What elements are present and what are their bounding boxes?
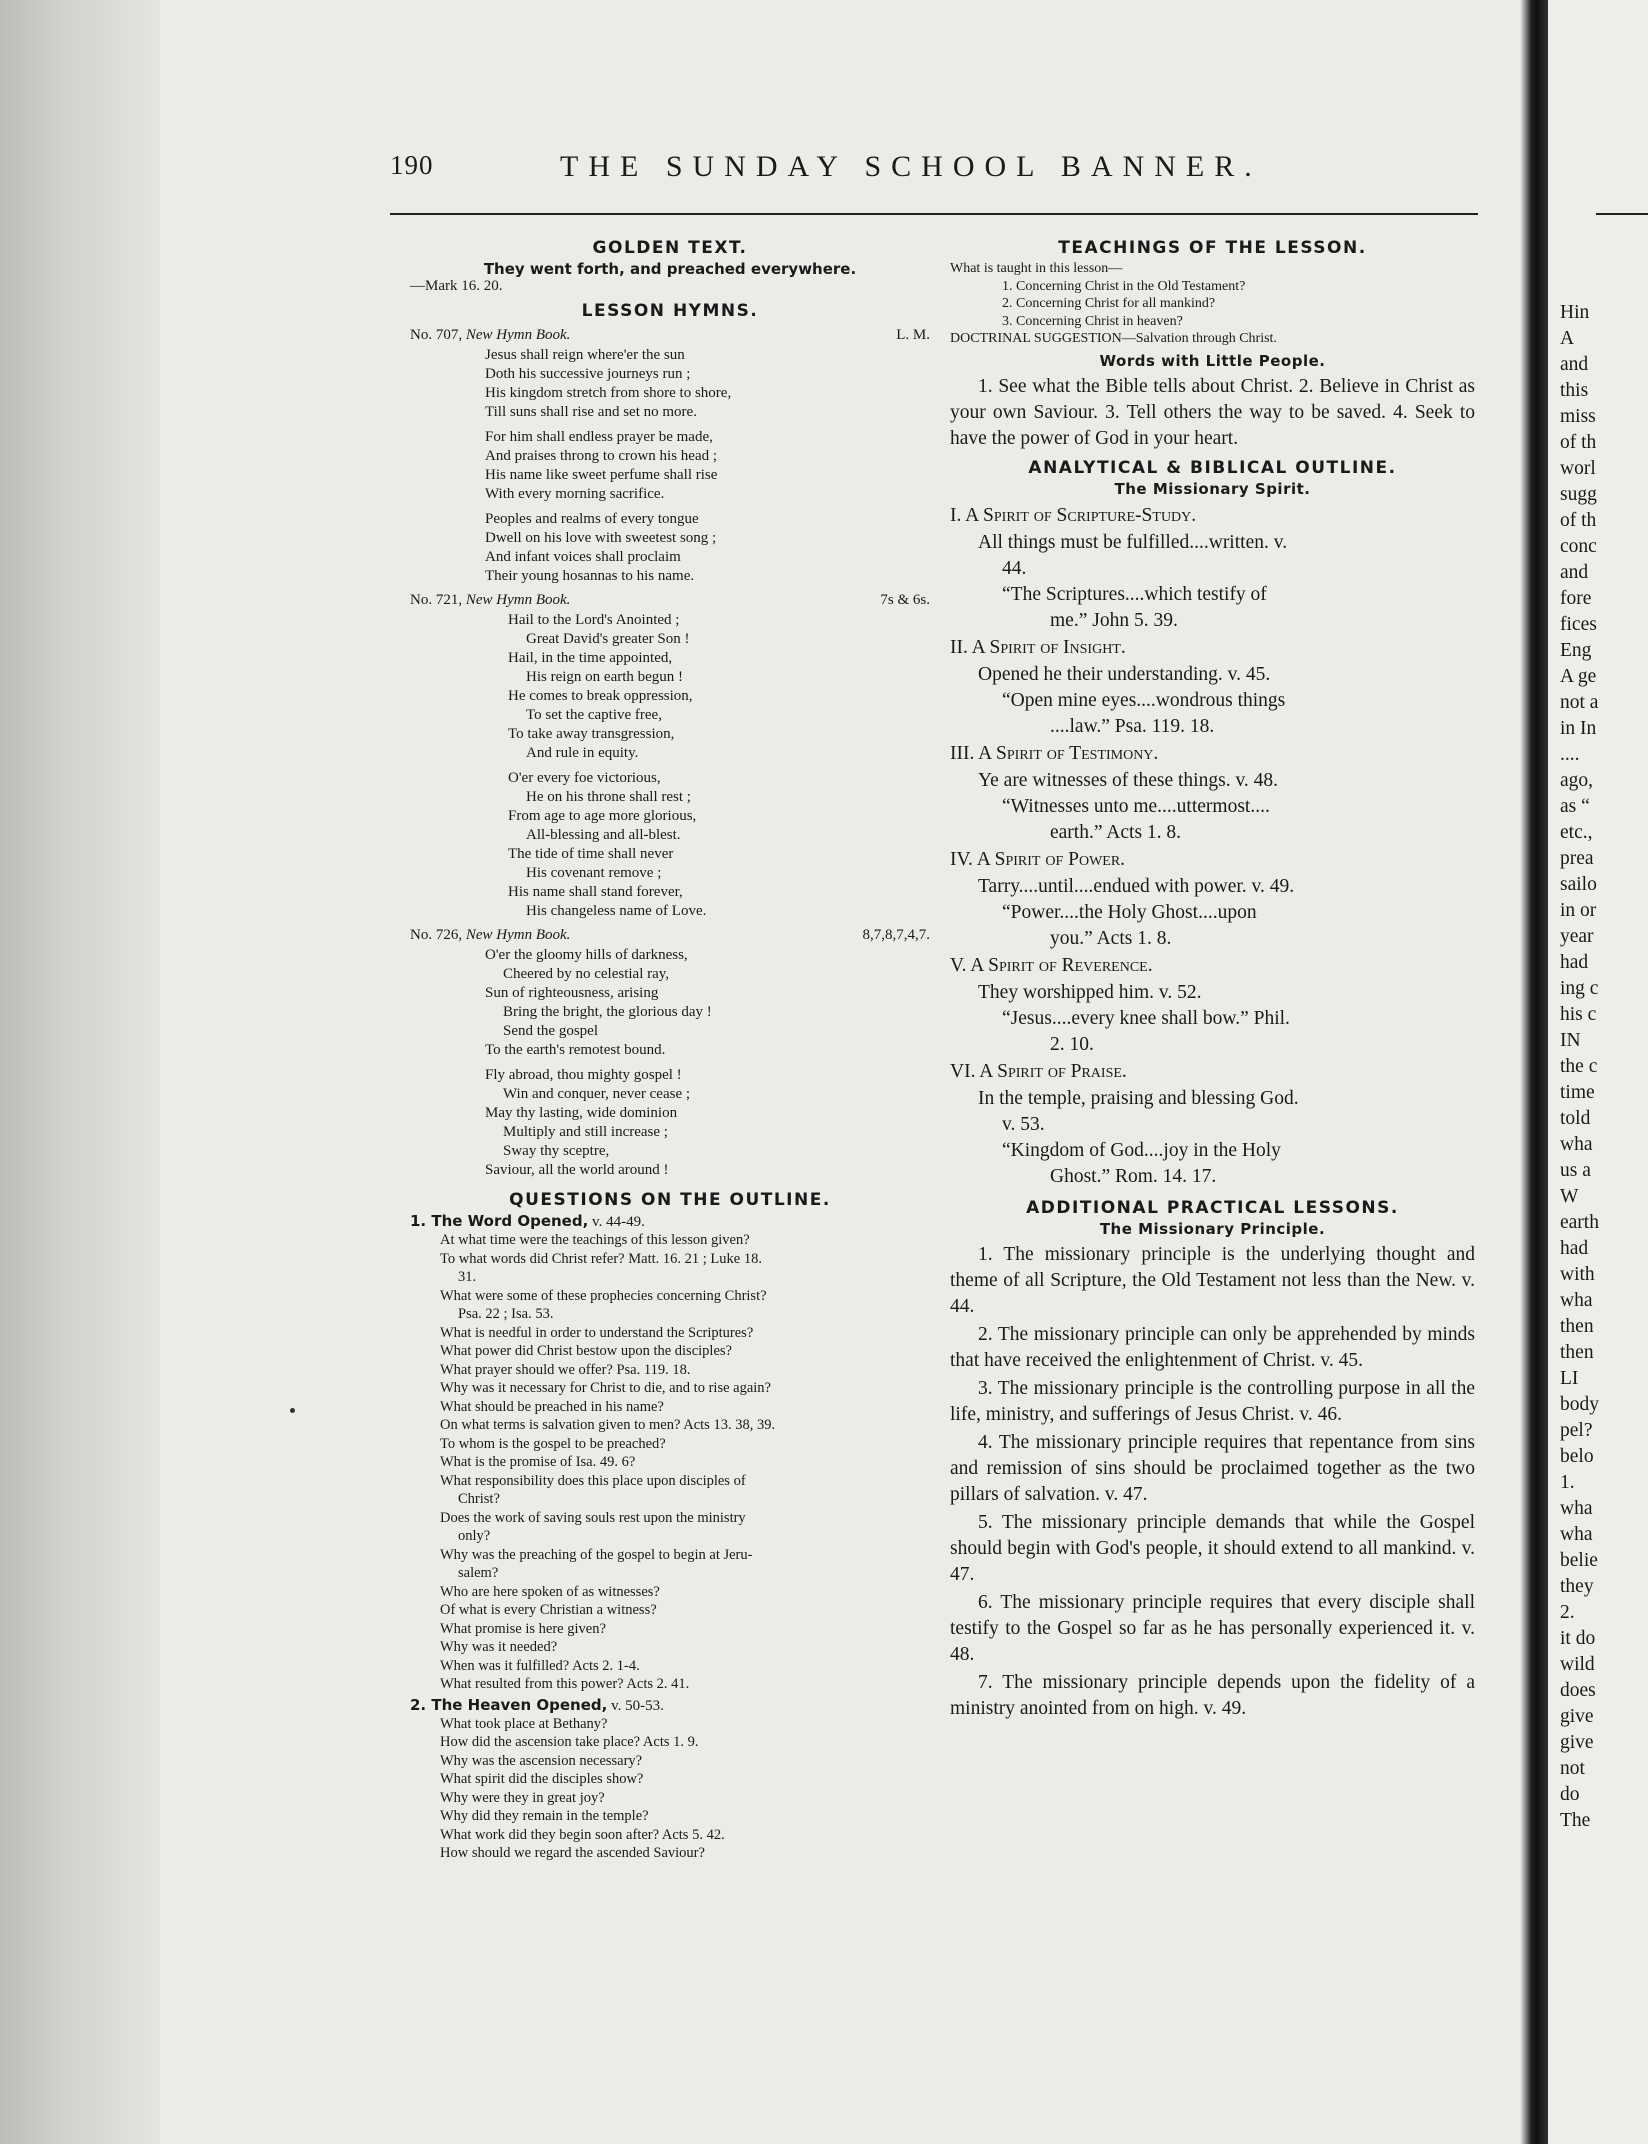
- header-rule: [390, 213, 1478, 215]
- running-head: THE SUNDAY SCHOOL BANNER.: [560, 150, 1262, 183]
- hymn-stanza: [485, 510, 930, 586]
- outline-list: [950, 502, 1475, 1190]
- question-item: What responsibility does this place upon disciples of: [440, 1472, 746, 1489]
- hymn-line: He comes to break oppression,: [508, 688, 693, 704]
- question-item: To what words did Christ refer? Matt. 16. 21 ; Luke 18.: [440, 1250, 762, 1267]
- hymn-line: To set the captive free,: [526, 707, 662, 723]
- teaching-item: 3. Concerning Christ in heaven?: [1002, 313, 1183, 329]
- hymn-number-book: [410, 327, 570, 344]
- teaching-item: 1. Concerning Christ in the Old Testament?: [1002, 278, 1246, 294]
- hymn-line: Bring the bright, the glorious day !: [503, 1004, 712, 1020]
- next-page-fragment: worl: [1560, 458, 1596, 479]
- next-page-fragment: as “: [1560, 796, 1590, 817]
- question-list-2: [410, 1715, 930, 1863]
- next-page-fragment: prea: [1560, 848, 1594, 869]
- section-2-title: 2. The Heaven Opened,: [410, 1695, 608, 1714]
- hymn-line: To take away transgression,: [508, 726, 675, 742]
- question-item: Why were they in great joy?: [440, 1789, 605, 1806]
- outline-point: IV. A Spirit of Power.: [950, 848, 1126, 870]
- next-page-fragment: us a: [1560, 1160, 1591, 1181]
- next-page-fragment: had: [1560, 952, 1589, 973]
- outline-text: All things must be fulfilled....written. v.: [978, 531, 1288, 553]
- next-page-fragment: year: [1560, 926, 1594, 947]
- outline-quote: “Kingdom of God....joy in the Holy: [1002, 1139, 1281, 1161]
- next-page-fragment: wha: [1560, 1524, 1593, 1545]
- next-page-fragment: miss: [1560, 406, 1596, 427]
- hymn-line: Sway thy sceptre,: [503, 1143, 610, 1159]
- question-item: How did the ascension take place? Acts 1. 9.: [440, 1734, 699, 1750]
- additional-subheading: The Missionary Principle.: [1099, 1219, 1326, 1238]
- outline-quote-cont: 2. 10.: [1050, 1033, 1094, 1055]
- little-people-text: 1. See what the Bible tells about Christ. 2. Believe in Christ as your own Saviour. 3. Tell others the way to be saved. 4. Seek to have the power of God in your heart.: [950, 375, 1475, 449]
- question-item: What work did they begin soon after? Acts 5. 42.: [440, 1826, 725, 1843]
- little-people-heading: Words with Little People.: [1099, 351, 1326, 370]
- question-item: What prayer should we offer? Psa. 119. 18.: [440, 1361, 691, 1378]
- hymn-line: O'er every foe victorious,: [508, 770, 661, 786]
- question-item: What took place at Bethany?: [440, 1715, 608, 1732]
- next-page-fragment: Eng: [1560, 640, 1592, 661]
- next-page-fragment: does: [1560, 1680, 1596, 1701]
- section-1-ref: v. 44-49.: [588, 1214, 645, 1230]
- question-item: Psa. 22 ; Isa. 53.: [458, 1306, 554, 1322]
- next-page-fragment: body: [1560, 1394, 1599, 1415]
- teaching-item: 2. Concerning Christ for all mankind?: [1002, 296, 1216, 311]
- question-item: When was it fulfilled? Acts 2. 1-4.: [440, 1657, 640, 1674]
- next-page-fragment: give: [1560, 1732, 1594, 1753]
- question-item: On what terms is salvation given to men? Acts 13. 38, 39.: [440, 1417, 776, 1433]
- practical-lesson: 2. The missionary principle can only be apprehended by minds that have received the enlightenment of Christ. v. 45.: [950, 1323, 1475, 1371]
- book-gutter: [1520, 0, 1548, 2144]
- hymn-line: Saviour, all the world around !: [485, 1162, 669, 1178]
- next-page-fragment: give: [1560, 1706, 1594, 1727]
- outline-text: Ye are witnesses of these things. v. 48.: [978, 769, 1279, 791]
- next-page-fragment: wha: [1560, 1134, 1593, 1155]
- hymn-line: With every morning sacrifice.: [485, 486, 665, 502]
- next-page-fragment: fore: [1560, 588, 1592, 609]
- question-item: salem?: [458, 1565, 499, 1581]
- next-page-fragment: in or: [1560, 900, 1597, 921]
- next-page-fragment: and: [1560, 354, 1589, 375]
- next-page-fragment: they: [1560, 1576, 1594, 1597]
- hymn-line: Their young hosannas to his name.: [485, 568, 695, 584]
- outline-heading: ANALYTICAL & BIBLICAL OUTLINE.: [1028, 457, 1397, 478]
- hymn-line: His reign on earth begun !: [526, 669, 684, 685]
- next-page-fragment: wild: [1560, 1654, 1595, 1675]
- hymn-stanza: [485, 428, 930, 504]
- outline-subheading: The Missionary Spirit.: [1114, 479, 1311, 498]
- next-page-fragment: ....: [1560, 744, 1580, 765]
- question-item: What is the promise of Isa. 49. 6?: [440, 1454, 636, 1470]
- hymn-line: All-blessing and all-blest.: [526, 827, 681, 843]
- question-item: Why was it necessary for Christ to die, and to rise again?: [440, 1380, 771, 1396]
- question-item: Why was the ascension necessary?: [440, 1752, 643, 1769]
- teachings-heading: TEACHINGS OF THE LESSON.: [1058, 238, 1367, 258]
- next-page-fragment: then: [1560, 1316, 1594, 1337]
- next-page-rule: [1596, 213, 1648, 215]
- outline-point: III. A Spirit of Testimony.: [950, 742, 1159, 764]
- outline-text-cont: v. 53.: [1002, 1113, 1045, 1135]
- question-item: Why did they remain in the temple?: [440, 1808, 649, 1824]
- next-page-fragment: it do: [1560, 1628, 1596, 1649]
- question-item: 31.: [458, 1269, 477, 1285]
- next-page-fragment: fices: [1560, 614, 1597, 635]
- question-item: Why was it needed?: [440, 1639, 558, 1655]
- next-page-fragment: wha: [1560, 1498, 1593, 1519]
- question-item: What were some of these prophecies concerning Christ?: [440, 1287, 767, 1304]
- outline-text: Tarry....until....endued with power. v. 49.: [978, 875, 1295, 897]
- next-page-fragment: belo: [1560, 1446, 1594, 1467]
- outline-quote-cont: earth.” Acts 1. 8.: [1050, 821, 1182, 843]
- next-page-fragment: A ge: [1560, 666, 1597, 687]
- next-page-fragment: sugg: [1560, 484, 1597, 505]
- hymn-line: The tide of time shall never: [508, 846, 674, 862]
- next-page-fragment: time: [1560, 1082, 1595, 1103]
- next-page-fragment: not a: [1560, 692, 1599, 713]
- right-column: [950, 234, 1475, 1724]
- next-page-fragment: ing c: [1560, 978, 1599, 999]
- next-page-fragment: ago,: [1560, 770, 1594, 791]
- golden-text: They went forth, and preached everywhere.: [483, 260, 857, 278]
- hymn-header: [410, 327, 930, 344]
- next-page-fragment: A: [1560, 328, 1575, 349]
- question-item: What resulted from this power? Acts 2. 41.: [440, 1676, 690, 1692]
- hymn-line: And rule in equity.: [526, 745, 639, 761]
- next-page-fragment: pel?: [1560, 1420, 1593, 1441]
- question-item: only?: [458, 1528, 491, 1544]
- left-column: [410, 234, 930, 1863]
- outline-text-cont: 44.: [1002, 557, 1027, 579]
- left-page-edge: [0, 0, 160, 2144]
- section-2-ref: v. 50-53.: [607, 1697, 664, 1714]
- next-page-fragment: 2.: [1560, 1602, 1575, 1623]
- outline-quote-cont: Ghost.” Rom. 14. 17.: [1050, 1165, 1217, 1187]
- outline-quote-cont: me.” John 5. 39.: [1050, 609, 1178, 631]
- question-item: Who are here spoken of as witnesses?: [440, 1583, 660, 1600]
- hymn-line: Doth his successive journeys run ;: [485, 366, 691, 382]
- next-page-fragment: then: [1560, 1342, 1594, 1363]
- next-page-fragment: the c: [1560, 1056, 1598, 1077]
- question-item: Christ?: [458, 1491, 500, 1507]
- hymn-line: His changeless name of Love.: [526, 903, 707, 919]
- hymn-book: New Hymn Book.: [465, 927, 571, 943]
- teachings-block: [950, 260, 1475, 348]
- question-list-1: [410, 1231, 930, 1694]
- next-page-fragment: earth: [1560, 1212, 1599, 1233]
- next-page-fragment: not: [1560, 1758, 1585, 1779]
- outline-point: II. A Spirit of Insight.: [950, 636, 1126, 658]
- next-page-text: [1560, 300, 1599, 1834]
- hymn-number-book: [410, 592, 570, 609]
- question-section-1: [410, 1212, 930, 1231]
- additional-list: [950, 1242, 1475, 1722]
- hymn-line: O'er the gloomy hills of darkness,: [485, 947, 688, 963]
- hymn-stanza: [485, 346, 930, 422]
- questions-heading: QUESTIONS ON THE OUTLINE.: [509, 1190, 831, 1210]
- hymn-meter: 7s & 6s.: [880, 592, 930, 608]
- hymn-book: New Hymn Book.: [465, 327, 571, 343]
- question-section-2: [410, 1696, 930, 1715]
- hymn-line: May thy lasting, wide dominion: [485, 1105, 678, 1121]
- hymn-header: [410, 927, 930, 944]
- outline-text: In the temple, praising and blessing God.: [978, 1087, 1299, 1109]
- hymn-stanza: [485, 946, 930, 1060]
- question-item: Does the work of saving souls rest upon the ministry: [440, 1509, 746, 1526]
- hymn-line: He on his throne shall rest ;: [526, 789, 691, 805]
- next-page-fragment: Hin: [1560, 302, 1590, 323]
- outline-quote: “Open mine eyes....wondrous things: [1002, 689, 1286, 711]
- outline-point: I. A Spirit of Scripture-Study.: [950, 504, 1197, 526]
- practical-lesson: 1. The missionary principle is the underlying thought and theme of all Scripture, the Old Testament not less than the New. v. 44.: [950, 1243, 1475, 1317]
- next-page-fragment: W: [1560, 1186, 1579, 1207]
- next-page-fragment: LI: [1560, 1368, 1579, 1389]
- question-item: Why was the preaching of the gospel to begin at Jeru-: [440, 1546, 753, 1563]
- practical-lesson: 7. The missionary principle depends upon the fidelity of a ministry anointed from on high. v. 49.: [950, 1671, 1475, 1719]
- outline-quote-cont: you.” Acts 1. 8.: [1050, 927, 1172, 949]
- hymn-meter: L. M.: [896, 327, 930, 343]
- page-number: 190: [390, 150, 434, 180]
- page-header: [390, 150, 1490, 190]
- next-page-fragment: in In: [1560, 718, 1597, 739]
- next-page-fragment: sailo: [1560, 874, 1597, 895]
- outline-point: VI. A Spirit of Praise.: [950, 1060, 1127, 1082]
- next-page-fragment: and: [1560, 562, 1589, 583]
- hymn-line: His name shall stand forever,: [508, 884, 683, 900]
- outline-text: They worshipped him. v. 52.: [978, 981, 1202, 1003]
- next-page-fragment: his c: [1560, 1004, 1597, 1025]
- outline-quote: “Jesus....every knee shall bow.” Phil.: [1002, 1007, 1290, 1029]
- question-item: What power did Christ bestow upon the disciples?: [440, 1343, 732, 1359]
- hymn-header: [410, 592, 930, 609]
- outline-quote: “Power....the Holy Ghost....upon: [1002, 901, 1257, 923]
- next-page-fragment: of th: [1560, 432, 1597, 453]
- question-item: At what time were the teachings of this lesson given?: [440, 1232, 750, 1248]
- next-page-fragment: IN: [1560, 1030, 1581, 1051]
- hymn-line: His kingdom stretch from shore to shore,: [485, 385, 732, 401]
- next-page-fragment: do: [1560, 1784, 1580, 1805]
- print-speck: [290, 1408, 295, 1413]
- next-page-fragment: conc: [1560, 536, 1597, 557]
- lesson-hymns-heading: LESSON HYMNS.: [581, 301, 759, 321]
- golden-text-heading: GOLDEN TEXT.: [592, 238, 748, 258]
- practical-lesson: 3. The missionary principle is the controlling purpose in all the life, ministry, and sufferings of Jesus Christ. v. 46.: [950, 1377, 1475, 1425]
- hymn-line: Till suns shall rise and set no more.: [485, 404, 697, 420]
- hymn-line: Jesus shall reign where'er the sun: [485, 347, 685, 363]
- hymn-meter: 8,7,8,7,4,7.: [862, 927, 930, 943]
- outline-quote: “The Scriptures....which testify of: [1002, 583, 1267, 605]
- hymn-line: Hail, in the time appointed,: [508, 650, 673, 666]
- question-item: What should be preached in his name?: [440, 1398, 664, 1415]
- question-item: What spirit did the disciples show?: [440, 1771, 644, 1787]
- additional-heading: ADDITIONAL PRACTICAL LESSONS.: [1026, 1197, 1399, 1218]
- hymn-line: Win and conquer, never cease ;: [503, 1086, 691, 1102]
- hymn-line: Fly abroad, thou mighty gospel !: [485, 1067, 682, 1083]
- outline-quote: “Witnesses unto me....uttermost....: [1002, 795, 1270, 817]
- next-page-fragment: had: [1560, 1238, 1589, 1259]
- hymn-line: And praises throng to crown his head ;: [485, 448, 718, 464]
- question-item: How should we regard the ascended Saviour?: [440, 1845, 705, 1861]
- next-page-fragment: this: [1560, 380, 1589, 401]
- next-page-fragment: The: [1560, 1810, 1591, 1831]
- hymn-stanza: [485, 1066, 930, 1180]
- hymn-stanza: [508, 769, 930, 921]
- question-item: Of what is every Christian a witness?: [440, 1602, 657, 1618]
- next-page-fragment: wha: [1560, 1290, 1593, 1311]
- hymn-line: Peoples and realms of every tongue: [485, 511, 699, 527]
- section-1-title: 1. The Word Opened,: [410, 1212, 589, 1230]
- next-page-fragment: belie: [1560, 1550, 1598, 1571]
- hymn-line: Sun of righteousness, arising: [485, 985, 659, 1001]
- hymn-line: Cheered by no celestial ray,: [503, 966, 670, 982]
- hymn-line: Send the gospel: [503, 1023, 598, 1039]
- next-page-fragment: told: [1560, 1108, 1591, 1129]
- hymn-line: Hail to the Lord's Anointed ;: [508, 612, 680, 628]
- outline-point: V. A Spirit of Reverence.: [950, 954, 1153, 976]
- hymn-list: [410, 327, 930, 1180]
- hymn-number: No. 707,: [410, 327, 463, 343]
- hymn-line: His name like sweet perfume shall rise: [485, 467, 718, 483]
- next-page-fragment: 1.: [1560, 1472, 1575, 1493]
- hymn-number: No. 726,: [410, 927, 463, 943]
- hymn-number: No. 721,: [410, 592, 463, 608]
- hymn-line: Multiply and still increase ;: [503, 1124, 668, 1140]
- next-page-fragment: with: [1560, 1264, 1595, 1285]
- practical-lesson: 5. The missionary principle demands that while the Gospel should begin with God's people, it should extend to all mankind. v. 47.: [950, 1511, 1475, 1585]
- outline-text: Opened he their understanding. v. 45.: [978, 663, 1271, 685]
- outline-quote-cont: ....law.” Psa. 119. 18.: [1050, 715, 1215, 737]
- practical-lesson: 6. The missionary principle requires that every disciple shall testify to the Gospel so far as he has personally experienced it. v. 48.: [950, 1591, 1475, 1665]
- question-item: What promise is here given?: [440, 1620, 606, 1637]
- hymn-line: To the earth's remotest bound.: [485, 1042, 666, 1058]
- teachings-intro: What is taught in this lesson—: [950, 261, 1123, 276]
- hymn-line: And infant voices shall proclaim: [485, 549, 681, 565]
- hymn-line: For him shall endless prayer be made,: [485, 429, 713, 445]
- doctrinal-suggestion: DOCTRINAL SUGGESTION—Salvation through Christ.: [950, 331, 1277, 346]
- hymn-line: Great David's greater Son !: [526, 631, 690, 647]
- question-item: What is needful in order to understand the Scriptures?: [440, 1324, 754, 1341]
- hymn-stanza: [508, 611, 930, 763]
- question-item: To whom is the gospel to be preached?: [440, 1435, 666, 1452]
- hymn-line: Dwell on his love with sweetest song ;: [485, 530, 717, 546]
- golden-text-reference: —Mark 16. 20.: [410, 278, 503, 294]
- hymn-number-book: [410, 927, 570, 944]
- practical-lesson: 4. The missionary principle requires that repentance from sins and remission of sins should be proclaimed together as the two pillars of salvation. v. 47.: [950, 1431, 1475, 1505]
- hymn-line: His covenant remove ;: [526, 865, 662, 881]
- hymn-line: From age to age more glorious,: [508, 808, 697, 824]
- next-page-fragment: etc.,: [1560, 822, 1593, 843]
- hymn-book: New Hymn Book.: [465, 592, 571, 608]
- next-page-fragment: of th: [1560, 510, 1597, 531]
